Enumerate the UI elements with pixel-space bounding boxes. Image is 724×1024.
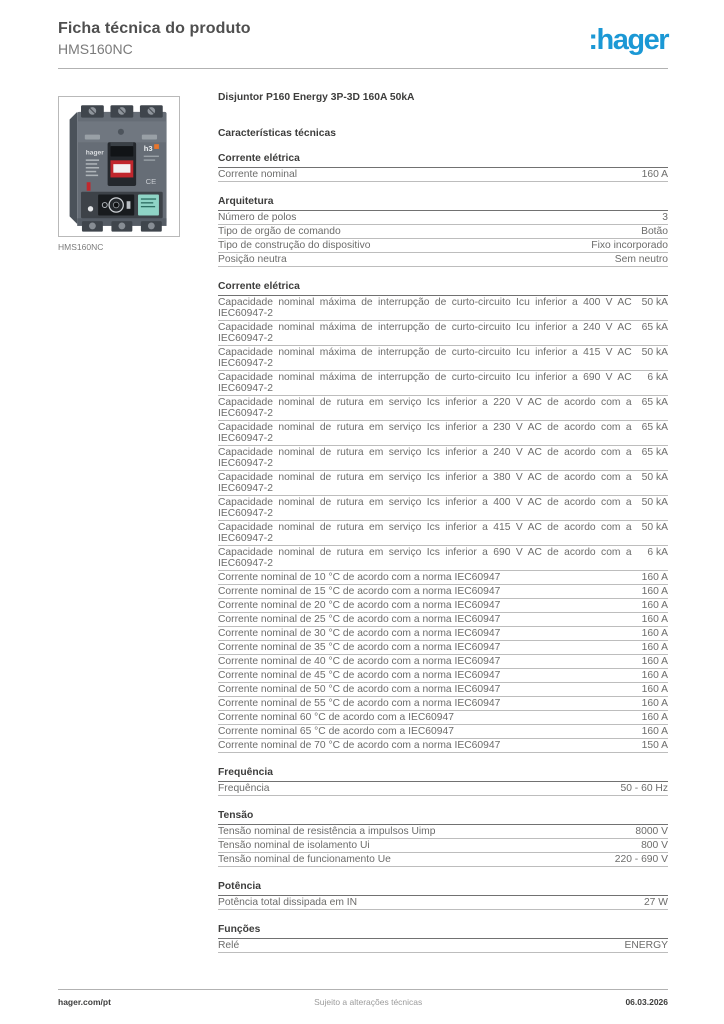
spec-label: Corrente nominal de 55 °C de acordo com a norma IEC60947: [218, 697, 642, 711]
section-title: Corrente elétrica: [218, 153, 668, 168]
section-funcoes: [218, 924, 668, 953]
section-title: Potência: [218, 881, 668, 896]
spec-value: 3: [591, 211, 668, 225]
spec-row: [218, 853, 668, 867]
section-title: Frequência: [218, 767, 668, 782]
spec-row: [218, 839, 668, 853]
spec-label: Capacidade nominal de rutura em serviço Ics inferior a 690 V AC de acordo com a IEC60947-2: [218, 546, 642, 571]
spec-label: Capacidade nominal de rutura em serviço Ics inferior a 230 V AC de acordo com a IEC60947-2: [218, 421, 642, 446]
spec-row: [218, 711, 668, 725]
spec-value: 50 kA: [642, 521, 668, 546]
spec-label: Número de polos: [218, 211, 591, 225]
spec-label: Tipo de construção do dispositivo: [218, 239, 591, 253]
spec-row: [218, 225, 668, 239]
spec-row: [218, 211, 668, 225]
spec-value: 800 V: [615, 839, 668, 853]
spec-table: [218, 939, 668, 953]
hager-logo: :hager: [588, 24, 668, 56]
spec-row: [218, 546, 668, 571]
spec-row: [218, 782, 668, 796]
svg-text:hager: hager: [85, 149, 104, 157]
spec-row: [218, 896, 668, 910]
spec-value: 160 A: [641, 572, 668, 583]
page-title: Ficha técnica do produto: [58, 20, 251, 37]
spec-label: Corrente nominal 65 °C de acordo com a IEC60947: [218, 725, 642, 739]
circuit-breaker-image: [62, 100, 177, 234]
spec-row: [218, 421, 668, 446]
footer-disclaimer: Sujeito a alterações técnicas: [314, 997, 423, 1007]
spec-label: Capacidade nominal de rutura em serviço Ics inferior a 240 V AC de acordo com a IEC60947-2: [218, 446, 642, 471]
spec-value: 160 A: [641, 169, 668, 180]
spec-label: Corrente nominal de 50 °C de acordo com a norma IEC60947: [218, 683, 642, 697]
spec-row: [218, 697, 668, 711]
section-frequencia: [218, 767, 668, 796]
spec-label: Frequência: [218, 782, 620, 796]
spec-label: Capacidade nominal de rutura em serviço Ics inferior a 220 V AC de acordo com a IEC60947-2: [218, 396, 642, 421]
section-potencia: [218, 881, 668, 910]
spec-value: 50 - 60 Hz: [620, 783, 668, 794]
svg-text:CE: CE: [145, 176, 156, 186]
spec-table: [218, 782, 668, 796]
spec-label: Corrente nominal de 40 °C de acordo com a norma IEC60947: [218, 655, 642, 669]
spec-row: [218, 683, 668, 697]
product-code: HMS160NC: [58, 41, 133, 57]
spec-label: Capacidade nominal de rutura em serviço Ics inferior a 380 V AC de acordo com a IEC60947-2: [218, 471, 642, 496]
section-title: Corrente elétrica: [218, 281, 668, 296]
spec-row: [218, 627, 668, 641]
spec-value: 6 kA: [642, 371, 668, 396]
spec-row: [218, 571, 668, 585]
spec-table: [218, 168, 668, 182]
spec-row: [218, 446, 668, 471]
spec-label: Corrente nominal de 10 °C de acordo com a norma IEC60947: [218, 571, 642, 585]
page-footer: [58, 989, 668, 1007]
section-title: Tensão: [218, 810, 668, 825]
spec-label: Corrente nominal de 45 °C de acordo com a norma IEC60947: [218, 669, 642, 683]
spec-row: [218, 669, 668, 683]
spec-label: Corrente nominal de 25 °C de acordo com a norma IEC60947: [218, 613, 642, 627]
spec-value: 160 A: [641, 670, 668, 681]
spec-row: [218, 739, 668, 753]
spec-value: 160 A: [641, 614, 668, 625]
page-header: [58, 20, 668, 66]
spec-row: [218, 396, 668, 421]
spec-value: 65 kA: [642, 321, 668, 346]
section-corrente-eletrica-1: [218, 153, 668, 182]
spec-label: Relé: [218, 939, 625, 953]
spec-row: [218, 296, 668, 321]
spec-label: Corrente nominal de 70 °C de acordo com a norma IEC60947: [218, 739, 642, 753]
spec-row: [218, 599, 668, 613]
spec-value: 50 kA: [642, 496, 668, 521]
section-corrente-eletrica-2: [218, 281, 668, 753]
spec-value: ENERGY: [624, 940, 668, 951]
spec-value: 65 kA: [642, 446, 668, 471]
spec-label: Capacidade nominal de rutura em serviço Ics inferior a 415 V AC de acordo com a IEC60947-2: [218, 521, 642, 546]
footer-website-link[interactable]: hager.com/pt: [58, 997, 111, 1007]
product-heading: Disjuntor P160 Energy 3P-3D 160A 50kA: [218, 92, 415, 103]
spec-row: [218, 346, 668, 371]
spec-row: [218, 239, 668, 253]
spec-value: Fixo incorporado: [591, 240, 668, 251]
spec-label: Posição neutra: [218, 253, 591, 267]
spec-label: Corrente nominal 60 °C de acordo com a IEC60947: [218, 711, 642, 725]
spec-value: 160 A: [641, 642, 668, 653]
spec-row: [218, 725, 668, 739]
spec-value: 160 A: [641, 656, 668, 667]
spec-label: Tipo de orgão de comando: [218, 225, 591, 239]
spec-value: 65 kA: [642, 396, 668, 421]
spec-row: [218, 655, 668, 669]
spec-value: 160 A: [641, 726, 668, 737]
spec-label: Potência total dissipada em IN: [218, 896, 644, 910]
spec-value: 50 kA: [642, 471, 668, 496]
spec-label: Capacidade nominal máxima de interrupção de curto-circuito Icu inferior a 690 V AC IEC60947-2: [218, 371, 642, 396]
spec-label: Corrente nominal de 20 °C de acordo com a norma IEC60947: [218, 599, 642, 613]
spec-row: [218, 521, 668, 546]
spec-label: Capacidade nominal máxima de interrupção de curto-circuito Icu inferior a 240 V AC IEC60947-2: [218, 321, 642, 346]
section-arquitetura: [218, 196, 668, 267]
spec-row: [218, 496, 668, 521]
svg-text:h3: h3: [143, 143, 153, 153]
spec-value: 160 A: [641, 600, 668, 611]
spec-table: [218, 896, 668, 910]
spec-row: [218, 613, 668, 627]
section-title: Arquitetura: [218, 196, 668, 211]
spec-label: Tensão nominal de funcionamento Ue: [218, 853, 615, 867]
spec-row: [218, 641, 668, 655]
spec-value: 50 kA: [642, 346, 668, 371]
spec-label: Corrente nominal de 30 °C de acordo com a norma IEC60947: [218, 627, 642, 641]
spec-table: [218, 825, 668, 867]
spec-value: 150 A: [641, 740, 668, 751]
spec-value: 160 A: [641, 684, 668, 695]
spec-value: 65 kA: [642, 421, 668, 446]
spec-value: 50 kA: [642, 296, 668, 321]
spec-row: [218, 585, 668, 599]
spec-value: 160 A: [641, 712, 668, 723]
spec-row: [218, 825, 668, 839]
section-tensao: [218, 810, 668, 867]
spec-row: [218, 471, 668, 496]
spec-value: 160 A: [641, 628, 668, 639]
spec-label: Capacidade nominal de rutura em serviço Ics inferior a 400 V AC de acordo com a IEC60947-2: [218, 496, 642, 521]
spec-value: 8000 V: [615, 825, 668, 839]
spec-label: Corrente nominal de 15 °C de acordo com a norma IEC60947: [218, 585, 642, 599]
spec-value: 160 A: [641, 586, 668, 597]
spec-label: Capacidade nominal máxima de interrupção de curto-circuito Icu inferior a 400 V AC IEC60947-2: [218, 296, 642, 321]
section-title: Funções: [218, 924, 668, 939]
header-divider: [58, 68, 668, 69]
spec-value: 27 W: [643, 897, 668, 908]
characteristics-title: Características técnicas: [218, 128, 336, 139]
product-photo-frame: [58, 96, 180, 237]
spec-row: [218, 168, 668, 182]
product-photo-caption: HMS160NC: [58, 242, 104, 252]
spec-value: 160 A: [641, 698, 668, 709]
spec-label: Corrente nominal: [218, 168, 642, 182]
spec-content: [218, 92, 668, 953]
spec-value: 6 kA: [642, 546, 668, 571]
spec-value: 220 - 690 V: [614, 854, 668, 865]
spec-row: [218, 321, 668, 346]
footer-date: 06.03.2026: [625, 997, 668, 1007]
spec-label: Corrente nominal de 35 °C de acordo com a norma IEC60947: [218, 641, 642, 655]
spec-label: Tensão nominal de resistência a impulsos Uimp: [218, 825, 615, 839]
spec-value: Botão: [591, 225, 668, 239]
spec-value: Sem neutro: [591, 253, 668, 267]
spec-label: Tensão nominal de isolamento Ui: [218, 839, 615, 853]
spec-table: [218, 211, 668, 267]
spec-label: Capacidade nominal máxima de interrupção de curto-circuito Icu inferior a 415 V AC IEC60947-2: [218, 346, 642, 371]
spec-table: [218, 296, 668, 753]
spec-row: [218, 371, 668, 396]
spec-row: [218, 939, 668, 953]
spec-row: [218, 253, 668, 267]
